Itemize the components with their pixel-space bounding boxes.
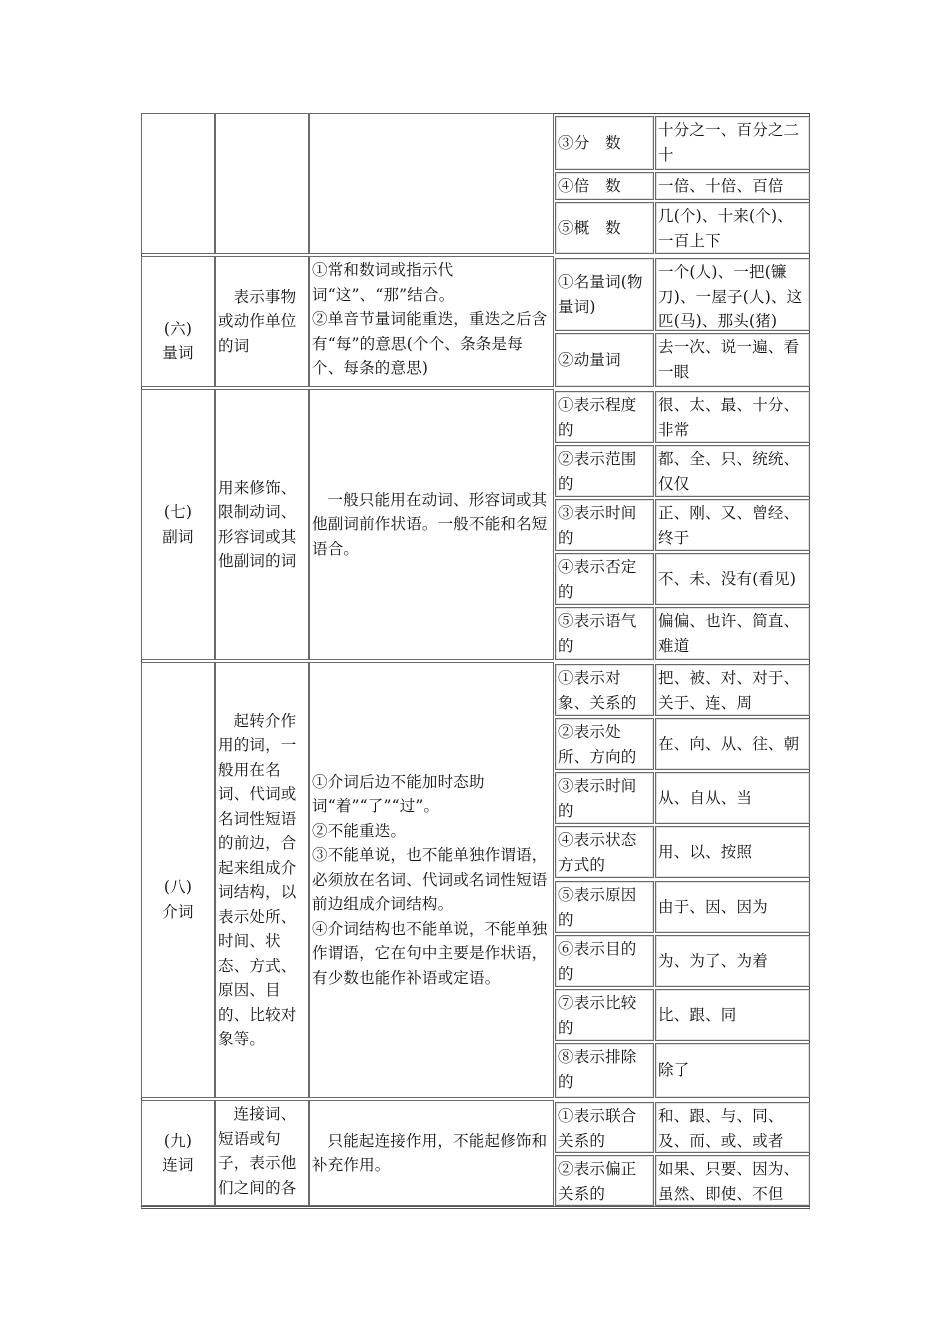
subtype-label: ②动量词 [555,333,654,387]
subtype-examples: 比、跟、同 [655,989,810,1041]
subtype-examples: 一倍、十倍、百倍 [655,172,810,200]
subtype-examples: 把、被、对、对于、关于、连、周 [655,664,810,716]
definition-cell: 起转介作用的词，一般用在名词、代词或名词性短语的前边，合起来组成介词结构，以表示处所、时间、状态、方式、原因、目的、比较对象等。 [215,662,309,1098]
subtype-label: ②表示偏正关系的 [555,1155,654,1206]
subtype-label: ⑥表示目的的 [555,935,654,987]
subtype-label: ⑦表示比较的 [555,989,654,1041]
features-cell: ①介词后边不能加时态助词“着”“了”“过”。 ②不能重迭。 ③不能单说，也不能单独作谓语，必须放在名词、代词或名词性短语前边组成介词结构。 ④介词结构也不能单说，不能单独作谓语，它在句中主要是作状语，有少数也能作补语或定语。 [309,662,554,1098]
subtype-label: ⑤表示语气的 [555,607,654,660]
subtype-examples: 都、全、只、统统、仅仅 [655,445,810,497]
features-cell [309,113,554,254]
category-cell: (七) 副词 [141,389,215,660]
subtype-examples: 不、未、没有(看见) [655,553,810,605]
subtype-examples: 十分之一、百分之二十 [655,116,810,170]
category-cell [141,113,215,254]
subtype-examples: 很、太、最、十分、非常 [655,391,810,443]
subtype-examples: 用、以、按照 [655,826,810,878]
subtype-examples: 由于、因、因为 [655,881,810,933]
definition-cell: 用来修饰、限制动词、形容词或其他副词的词 [215,389,309,660]
subtype-examples: 和、跟、与、同、及、而、或、或者 [655,1102,810,1153]
subtype-label: ①表示对象、关系的 [555,664,654,716]
subtype-examples: 从、自从、当 [655,772,810,824]
subtype-label: ⑤概 数 [555,202,654,254]
features-cell: 一般只能用在动词、形容词或其他副词前作状语。一般不能和名短语合。 [309,389,554,660]
subtype-label: ④表示状态方式的 [555,826,654,878]
subtype-label: ①名量词(物量词) [555,258,654,331]
category-cell: (八) 介词 [141,662,215,1098]
definition-cell: 表示事物或动作单位的词 [215,256,309,387]
subtype-examples: 偏偏、也许、简直、难道 [655,607,810,660]
subtype-label: ③分 数 [555,116,654,170]
subtype-examples: 去一次、说一遍、看一眼 [655,333,810,387]
subtype-label: ②表示处所、方向的 [555,718,654,770]
category-cell: (九) 连词 [141,1100,215,1206]
definition-cell: 连接词、短语或句子，表示他们之间的各 [215,1100,309,1206]
subtype-examples: 正、刚、又、曾经、终于 [655,499,810,551]
subtype-label: ④表示否定的 [555,553,654,605]
subtype-label: ⑤表示原因的 [555,881,654,933]
subtype-label: ①表示程度的 [555,391,654,443]
subtype-examples: 在、向、从、往、朝 [655,718,810,770]
category-cell: (六) 量词 [141,256,215,387]
subtype-label: ④倍 数 [555,172,654,200]
features-cell: 只能起连接作用，不能起修饰和补充作用。 [309,1100,554,1206]
subtype-label: ②表示范围的 [555,445,654,497]
subtype-label: ①表示联合关系的 [555,1102,654,1153]
subtype-examples: 几(个)、十来(个)、一百上下 [655,202,810,254]
definition-cell [215,113,309,254]
subtype-label: ③表示时间的 [555,772,654,824]
subtype-label: ③表示时间的 [555,499,654,551]
subtype-examples: 除了 [655,1043,810,1098]
subtype-examples: 一个(人)、一把(镰刀)、一屋子(人)、这匹(马)、那头(猪) [655,258,810,331]
features-cell: ①常和数词或指示代词“这”、“那”结合。 ②单音节量词能重迭，重迭之后含有“每”的意思(个个、条条是每个、每条的意思) [309,256,554,387]
subtype-label: ⑧表示排除的 [555,1043,654,1098]
subtype-examples: 为、为了、为着 [655,935,810,987]
subtype-examples: 如果、只要、因为、虽然、即使、不但 [655,1155,810,1206]
